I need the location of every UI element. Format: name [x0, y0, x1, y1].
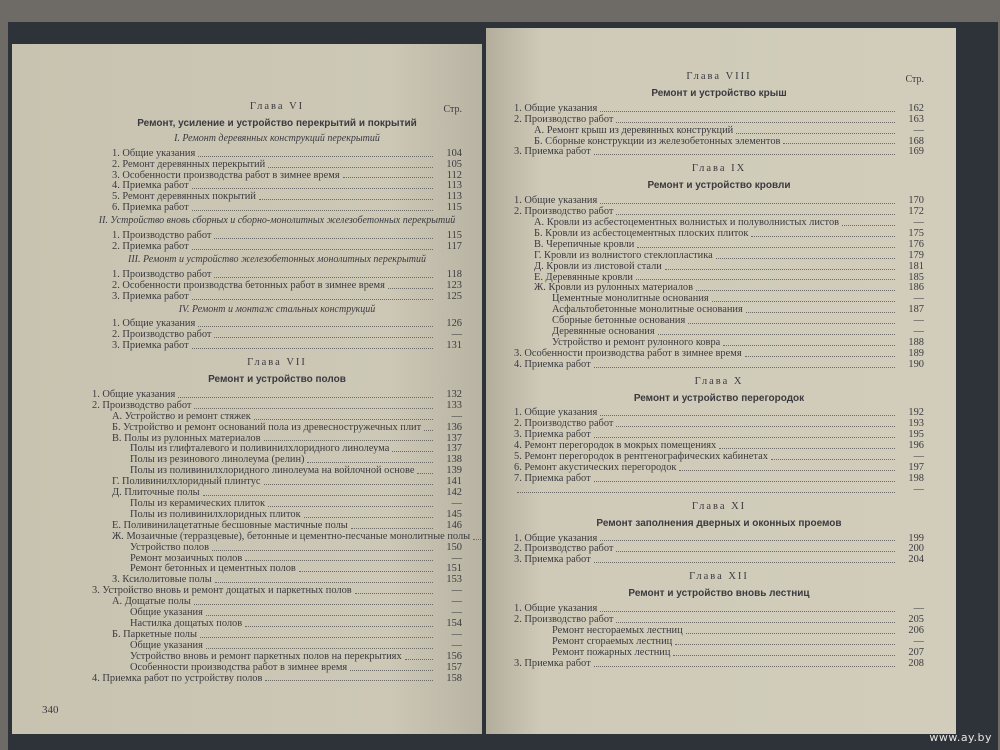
toc-entry-page: 115: [446, 202, 462, 214]
toc-entry: [92, 530, 471, 543]
toc-entry-page: 153: [446, 574, 462, 586]
toc-entry-label: 1. Общие указания: [514, 102, 598, 114]
dot-leader: [771, 459, 895, 460]
toc-entry-page: 199: [908, 532, 924, 544]
dot-leader: [600, 203, 895, 204]
toc-entry-page: 156: [446, 650, 462, 662]
toc-entry: [514, 262, 924, 273]
toc-entry-label: 2. Производство работ: [112, 329, 212, 341]
toc-entry: [92, 203, 462, 214]
chapter-title: Ремонт заполнения дверных и оконных проемов: [596, 517, 842, 529]
toc-entry-page: 151: [446, 563, 462, 575]
toc-entry-page: 163: [908, 113, 924, 125]
toc-entry-label: Полы из керамических плиток: [130, 498, 265, 509]
dot-leader: [594, 154, 895, 155]
chapter-heading: Глава IX: [691, 163, 747, 175]
section-heading: I. Ремонт деревянных конструкций перекрытий: [174, 132, 380, 144]
dot-leader: [265, 680, 433, 681]
toc-entry-page: 188: [908, 336, 924, 348]
toc-entry-label: 4. Приемка работ: [112, 180, 189, 192]
toc-entry-label: 2. Ремонт деревянных перекрытий: [112, 158, 266, 170]
toc-entry-label: 1. Общие указания: [514, 532, 598, 544]
dot-leader: [616, 426, 895, 427]
toc-entry-label: Д. Кровли из листовой стали: [534, 260, 662, 272]
toc-entry: [514, 360, 924, 371]
toc-entry-label: Ремонт пожарных лестниц: [552, 646, 671, 658]
dot-leader: [299, 571, 433, 572]
chapter-heading: Глава XI: [691, 500, 747, 512]
toc-entry: [92, 341, 462, 352]
toc-entry-page: 205: [908, 613, 924, 625]
dot-leader: [616, 622, 895, 623]
toc-entry-page: 139: [446, 465, 462, 477]
toc-entry-page: 175: [908, 227, 924, 239]
toc-entry-label: 3. Приемка работ: [514, 146, 591, 158]
toc-entry-label: 1. Общие указания: [112, 147, 196, 159]
toc-entry: [514, 555, 924, 566]
dot-leader: [264, 440, 433, 441]
toc-entry: [92, 423, 462, 434]
toc-entry-page: 198: [908, 472, 924, 484]
dot-leader: [686, 633, 895, 634]
section-heading: IV. Ремонт и монтаж стальных конструкций: [178, 303, 376, 315]
toc-entry-label: Б. Устройство и ремонт оснований пола из древесностружечных плит: [112, 421, 422, 433]
toc-entry-page: 181: [908, 260, 924, 272]
toc-entry-label: А. Устройство и ремонт стяжек: [112, 410, 251, 422]
chapter-title: Ремонт и устройство крыш: [651, 87, 787, 99]
chapter-title-row: [514, 181, 924, 192]
toc-entry-label: 3. Приемка работ: [112, 340, 189, 352]
toc-entry-page: 126: [446, 318, 462, 330]
dot-leader: [594, 437, 895, 438]
toc-entry-page: 112: [446, 169, 462, 181]
toc-entry-page: 141: [446, 476, 462, 488]
toc-entry-label: Общие указания: [130, 607, 203, 619]
toc-entry-label: Устройство вновь и ремонт паркетных полов на перекрытиях: [130, 650, 402, 662]
toc-entry-label: 2. Производство работ: [514, 613, 614, 625]
toc-entry-page: 172: [908, 206, 924, 218]
toc-entry-label: Деревянные основания: [552, 326, 655, 338]
toc-entry-label: 3. Особенности производства работ в зимнее время: [514, 347, 742, 359]
dot-leader: [665, 269, 895, 270]
page-column-label: Стр.: [905, 73, 924, 85]
dot-leader: [268, 167, 433, 168]
dot-leader: [712, 301, 895, 302]
section-heading: III. Ремонт и устройство железобетонных монолитных перекрытий: [128, 253, 426, 265]
dot-leader: [304, 517, 433, 518]
toc-entry-label: Ремонт бетонных и цементных полов: [130, 563, 296, 575]
toc-entry-label: 2. Производство работ: [514, 113, 614, 125]
toc-entry-label: А. Дощатые полы: [112, 596, 191, 608]
dot-leader: [616, 214, 895, 215]
toc-entry-page: —: [451, 498, 462, 509]
dot-leader: [215, 582, 433, 583]
toc-entry-label: 4. Приемка работ по устройству полов: [92, 672, 263, 684]
dot-leader: [637, 247, 895, 248]
toc-entry: [92, 663, 462, 674]
dot-leader: [745, 356, 895, 357]
toc-entry-page: —: [451, 628, 462, 640]
toc-entry-label: 3. Особенности производства работ в зимнее время: [112, 169, 340, 181]
chapter-title: Ремонт и устройство перегородок: [633, 392, 805, 404]
toc-entry-page: —: [451, 596, 462, 608]
toc-entry-page: 186: [908, 282, 924, 294]
toc-entry: [514, 474, 924, 485]
toc-entry-page: —: [451, 329, 462, 341]
toc-entry-label: В. Полы из рулонных материалов: [112, 432, 261, 444]
toc-entry-page: 204: [908, 554, 924, 566]
toc-entry-label: 4. Ремонт перегородок в мокрых помещениях: [514, 440, 717, 452]
right-contents-column: [514, 66, 924, 670]
toc-entry-label: Настилка дощатых полов: [130, 617, 243, 629]
dot-leader: [192, 299, 433, 300]
toc-entry-page: 105: [446, 158, 462, 170]
dot-leader: [198, 156, 433, 157]
chapter-title: Ремонт, усиление и устройство перекрытий и покрытий: [137, 117, 417, 129]
left-page: [12, 44, 482, 734]
dot-leader: [746, 312, 895, 313]
right-page: [486, 28, 956, 734]
toc-entry: [92, 160, 462, 171]
toc-entry-page: 150: [446, 541, 462, 553]
toc-entry-label: Полы из глифталевого и поливинилхлоридного линолеума: [130, 443, 390, 455]
toc-entry-page: —: [451, 410, 462, 422]
dot-leader: [405, 659, 433, 660]
toc-entry: [92, 242, 462, 253]
toc-entry-label: А. Ремонт крыш из деревянных конструкций: [534, 124, 734, 136]
toc-entry-label: Полы из поливинилхлоридного линолеума на войлочной основе: [130, 465, 415, 477]
toc-entry-label: Сборные бетонные основания: [552, 315, 686, 327]
dot-leader: [723, 345, 895, 346]
page-number: 340: [42, 704, 59, 716]
toc-entry-page: 132: [446, 388, 462, 400]
toc-entry: [514, 659, 924, 670]
toc-entry-label: Е. Деревянные кровли: [534, 271, 633, 283]
dot-leader: [783, 143, 895, 144]
toc-entry-page: —: [451, 607, 462, 619]
toc-entry-page: —: [913, 124, 924, 136]
toc-entry-page: —: [451, 585, 462, 597]
toc-entry-label: 1. Общие указания: [514, 195, 598, 207]
dot-leader: [264, 484, 433, 485]
toc-entry-page: —: [451, 639, 462, 651]
dot-leader: [343, 177, 433, 178]
chapter-title: Ремонт и устройство полов: [208, 374, 346, 386]
toc-entry-page: 104: [446, 147, 462, 159]
toc-entry-page: 200: [908, 543, 924, 555]
chapter-title: Ремонт и устройство вновь лестниц: [628, 588, 810, 600]
toc-entry: [514, 485, 924, 496]
toc-entry-label: З. Ксилолитовые полы: [112, 574, 212, 586]
toc-entry-page: 162: [908, 102, 924, 114]
toc-entry-label: 3. Приемка работ: [112, 290, 189, 302]
toc-entry: [92, 149, 462, 160]
dot-leader: [245, 560, 433, 561]
dot-leader: [192, 210, 433, 211]
chapter-title-row: [514, 394, 924, 405]
toc-entry: [514, 251, 924, 262]
toc-entry-label: Полы из резинового линолеума (релин): [130, 454, 305, 466]
dot-leader: [675, 644, 895, 645]
toc-entry-label: 7. Приемка работ: [514, 472, 591, 484]
dot-leader: [417, 473, 433, 474]
toc-entry-label: 3. Приемка работ: [514, 554, 591, 566]
toc-entry-page: 137: [446, 432, 462, 444]
chapter-heading: Глава XII: [689, 571, 749, 583]
toc-entry: [514, 126, 924, 137]
toc-entry-label: 1. Общие указания: [92, 388, 176, 400]
toc-entry-page: 113: [446, 180, 462, 192]
section-heading: II. Устройство вновь сборных и сборно-монолитных железобетонных перекрытий: [98, 215, 456, 227]
toc-entry-page: 193: [908, 418, 924, 430]
dot-leader: [719, 448, 895, 449]
dot-leader: [636, 279, 895, 280]
chapter-heading: Глава VII: [247, 357, 307, 369]
toc-entry: [92, 543, 462, 554]
dot-leader: [194, 408, 433, 409]
toc-entry-label: Асфальтобетонные монолитные основания: [552, 304, 743, 316]
left-contents-column: [92, 96, 471, 684]
toc-entry-label: Полы из поливинилхлоридных плиток: [130, 508, 301, 520]
dot-leader: [716, 258, 895, 259]
toc-entry-label: 1. Общие указания: [514, 603, 598, 615]
dot-leader: [473, 539, 481, 540]
toc-entry-label: Ремонт мозаичных полов: [130, 552, 243, 564]
dot-leader: [192, 188, 433, 189]
toc-entry-label: 3. Приемка работ: [514, 429, 591, 441]
page-column-label: Стр.: [443, 103, 462, 115]
dot-leader: [600, 111, 895, 112]
dot-leader: [192, 348, 433, 349]
toc-entry-label: Б. Сборные конструкции из железобетонных элементов: [534, 135, 781, 147]
toc-entry-page: 169: [908, 146, 924, 158]
dot-leader: [594, 666, 895, 667]
toc-entry-page: —: [913, 216, 924, 228]
dot-leader: [600, 611, 895, 612]
toc-entry-page: —: [913, 315, 924, 327]
toc-entry-label: 6. Ремонт акустических перегородок: [514, 462, 677, 473]
toc-entry-label: Особенности производства работ в зимнее время: [130, 661, 348, 673]
toc-entry-label: 6. Приемка работ: [112, 202, 189, 214]
toc-entry-page: —: [913, 293, 924, 305]
dot-leader: [200, 637, 433, 638]
dot-leader: [214, 238, 433, 239]
dot-leader: [517, 492, 895, 493]
toc-entry-label: 5. Ремонт перегородок в рентгенографических кабинетах: [514, 451, 768, 463]
dot-leader: [214, 337, 433, 338]
toc-entry-label: 1. Общие указания: [112, 318, 196, 330]
toc-entry-label: Ремонт несгораемых лестниц: [552, 624, 683, 636]
toc-entry-page: 185: [908, 271, 924, 283]
toc-entry-page: 145: [446, 508, 462, 520]
toc-entry-page: 190: [908, 358, 924, 370]
dot-leader: [198, 326, 433, 327]
toc-entry-page: 138: [446, 454, 462, 466]
dot-leader: [594, 562, 895, 563]
toc-entry-label: Г. Поливинилхлоридный плинтус: [112, 476, 261, 488]
dot-leader: [259, 199, 433, 200]
chapter-heading: Глава VIII: [686, 71, 752, 82]
toc-entry-page: 123: [446, 279, 462, 291]
toc-entry-page: 113: [446, 191, 462, 203]
chapter-heading: Глава VI: [249, 101, 305, 112]
dot-leader: [192, 249, 433, 250]
toc-entry: [92, 281, 462, 292]
toc-entry-page: 118: [446, 268, 462, 280]
dot-leader: [350, 670, 433, 671]
toc-entry-page: 142: [446, 487, 462, 499]
toc-entry-page: 133: [446, 399, 462, 411]
toc-entry-page: 158: [446, 672, 462, 684]
toc-entry-page: 131: [446, 340, 462, 352]
dot-leader: [751, 236, 895, 237]
toc-entry-label: Устройство полов: [130, 541, 210, 553]
chapter-title: Ремонт и устройство кровли: [647, 180, 791, 192]
toc-entry-label: Цементные монолитные основания: [552, 293, 709, 305]
dot-leader: [594, 481, 895, 482]
toc-entry-label: 2. Приемка работ: [112, 240, 189, 252]
toc-entry-page: 206: [908, 624, 924, 636]
dot-leader: [842, 225, 895, 226]
toc-entry-label: 2. Производство работ: [514, 543, 614, 555]
toc-entry-page: —: [451, 552, 462, 564]
toc-entry: [514, 115, 924, 126]
dot-leader: [392, 451, 433, 452]
chapter-title-row: [514, 589, 924, 600]
toc-entry-page: 125: [446, 290, 462, 302]
toc-entry-label: 1. Производство работ: [112, 230, 212, 242]
dot-leader: [203, 495, 433, 496]
dot-leader: [245, 626, 433, 627]
chapter-title-row: [92, 375, 462, 386]
toc-entry-page: 136: [446, 421, 462, 433]
toc-entry-label: 2. Производство работ: [514, 206, 614, 218]
toc-entry-label: 2. Особенности производства бетонных работ в зимнее время: [112, 279, 385, 291]
dot-leader: [355, 593, 433, 594]
toc-entry-label: 1. Общие указания: [514, 407, 598, 419]
chapter-heading: Глава X: [694, 375, 744, 387]
dot-leader: [736, 133, 895, 134]
toc-entry-label: 2. Производство работ: [92, 399, 192, 411]
dot-leader: [673, 655, 895, 656]
toc-entry-label: 3. Приемка работ: [514, 657, 591, 669]
toc-entry-page: 187: [908, 304, 924, 316]
dot-leader: [424, 430, 433, 431]
dot-leader: [307, 462, 433, 463]
toc-entry-page: 157: [446, 661, 462, 673]
toc-entry-page: —: [913, 451, 924, 463]
dot-leader: [594, 367, 895, 368]
toc-entry-label: 5. Ремонт деревянных покрытий: [112, 191, 256, 203]
dot-leader: [178, 397, 433, 398]
toc-entry-label: Ремонт сгораемых лестниц: [552, 635, 673, 647]
dot-leader: [616, 551, 895, 552]
toc-entry-page: —: [913, 603, 924, 615]
toc-entry-label: Ж. Мозаичные (терразцевые), бетонные и цементно-песчаные монолитные полы: [112, 530, 471, 542]
dot-leader: [268, 506, 433, 507]
toc-entry-label: Устройство и ремонт рулонного ковра: [552, 336, 721, 348]
watermark: www.ay.by: [929, 731, 992, 744]
dot-leader: [194, 604, 433, 605]
toc-entry: [92, 674, 462, 685]
toc-entry-label: 1. Производство работ: [112, 268, 212, 280]
toc-entry-page: 154: [446, 617, 462, 629]
dot-leader: [600, 540, 895, 541]
dot-leader: [696, 290, 895, 291]
toc-entry-label: 4. Приемка работ: [514, 358, 591, 370]
toc-entry: [92, 652, 462, 663]
toc-entry-label: Общие указания: [130, 639, 203, 651]
toc-entry-page: 189: [908, 347, 924, 359]
dot-leader: [206, 615, 433, 616]
dot-leader: [254, 419, 433, 420]
dot-leader: [658, 334, 895, 335]
toc-entry-label: Б. Кровли из асбестоцементных плоских плиток: [534, 227, 749, 239]
toc-entry-label: Г. Кровли из волнистого стеклопластика: [534, 249, 713, 261]
dot-leader: [206, 648, 433, 649]
toc-entry-page: 117: [446, 240, 462, 252]
toc-entry-label: Б. Паркетные полы: [112, 628, 197, 640]
toc-entry-label: А. Кровли из асбестоцементных волнистых и полуволнистых листов: [534, 216, 840, 228]
dot-leader: [679, 470, 895, 471]
toc-entry-page: 197: [908, 462, 924, 473]
toc-entry-page: 137: [446, 443, 462, 455]
toc-entry-page: —: [913, 326, 924, 338]
dot-leader: [388, 288, 433, 289]
toc-entry-label: Д. Плиточные полы: [112, 487, 200, 499]
toc-entry-page: 208: [908, 657, 924, 669]
toc-entry-page: 168: [908, 135, 924, 147]
dot-leader: [600, 415, 895, 416]
toc-entry-page: —: [913, 635, 924, 647]
dot-leader: [212, 550, 433, 551]
chapter-title-row: [514, 519, 924, 530]
toc-entry-label: Ж. Кровли из рулонных материалов: [534, 282, 694, 294]
toc-entry-page: 179: [908, 249, 924, 261]
toc-entry-page: 196: [908, 440, 924, 452]
toc-entry: [514, 147, 924, 158]
toc-entry-page: 146: [446, 519, 462, 531]
toc-entry-label: В. Черепичные кровли: [534, 238, 635, 250]
toc-entry-label: 2. Производство работ: [514, 418, 614, 430]
toc-entry-page: 207: [908, 646, 924, 658]
toc-entry-page: 170: [908, 195, 924, 207]
toc-entry-page: 192: [908, 407, 924, 419]
toc-entry-page: 176: [908, 238, 924, 250]
dot-leader: [616, 122, 895, 123]
toc-entry-label: Е. Поливинилацетатные бесшовные мастичные полы: [112, 519, 348, 531]
dot-leader: [351, 528, 433, 529]
toc-entry-page: 195: [908, 429, 924, 441]
dot-leader: [688, 323, 895, 324]
toc-entry-page: 115: [446, 230, 462, 242]
toc-entry: [514, 648, 924, 659]
dot-leader: [214, 277, 433, 278]
toc-entry-page: —: [913, 483, 924, 495]
toc-entry: [92, 292, 462, 303]
toc-entry-label: 3. Устройство вновь и ремонт дощатых и паркетных полов: [92, 585, 352, 597]
